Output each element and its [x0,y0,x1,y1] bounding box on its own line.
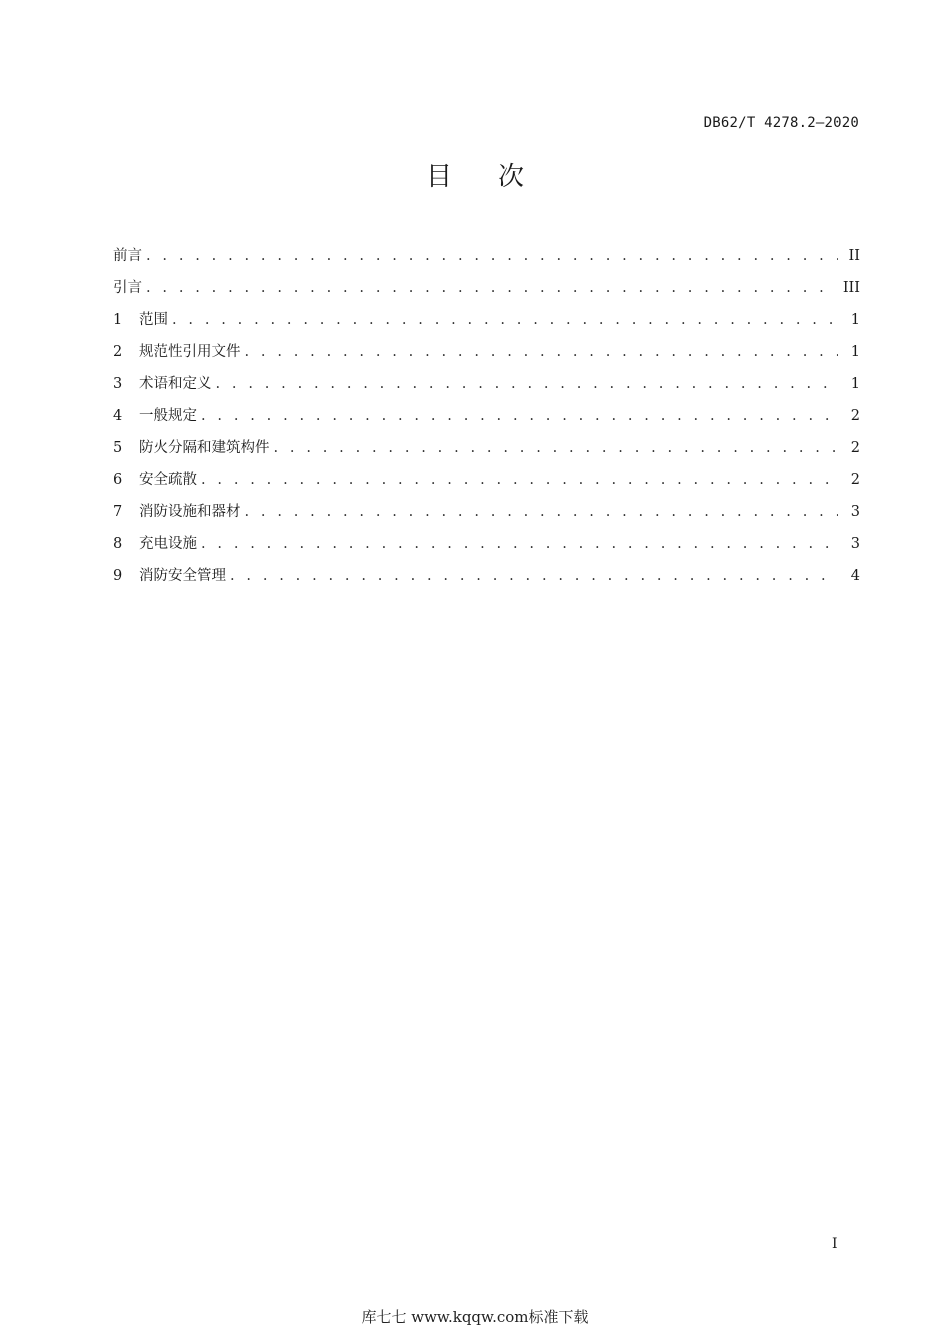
toc-title-char-2: 次 [498,162,525,192]
toc-entry-label: 消防设施和器材 [139,504,241,520]
toc-entry-foreword[interactable] [113,244,860,276]
toc-entry-introduction[interactable] [113,276,860,308]
toc-entry-number: 4 [113,408,123,424]
toc-entry-label: 消防安全管理 [139,568,226,584]
toc-entry-number: 5 [113,440,123,456]
toc-leader-dots [146,248,838,264]
toc-entry-number: 8 [113,536,123,552]
toc-leader-dots [201,408,838,424]
footer-watermark-text: 库七七 www.kqqw.com标准下载 [361,1308,589,1326]
toc-entry-page: 3 [850,504,860,520]
toc-entry-number: 9 [113,568,123,584]
toc-leader-dots [201,472,838,488]
toc-entry-4[interactable] [113,404,860,436]
toc-entry-number: 1 [113,312,123,328]
toc-leader-dots [172,312,838,328]
toc-entry-5[interactable] [113,436,860,468]
toc-title [0,156,950,193]
toc-leader-dots [274,440,839,456]
toc-entry-page: 3 [850,536,860,552]
toc-leader-dots [230,568,838,584]
toc-entry-page: 1 [850,344,860,360]
toc-entry-number: 2 [113,344,123,360]
toc-entry-page: 1 [850,376,860,392]
toc-entry-label: 一般规定 [139,408,197,424]
toc-entry-number: 6 [113,472,123,488]
standard-code: DB62/T 4278.2—2020 [703,115,859,131]
toc-entry-number: 7 [113,504,123,520]
toc-entry-label: 引言 [113,280,142,296]
toc-entry-label: 前言 [113,248,142,264]
toc-entry-page: 1 [850,312,860,328]
toc-entry-label: 安全疏散 [139,472,197,488]
toc-leader-dots [216,376,839,392]
toc-entry-page: 2 [850,440,860,456]
toc-leader-dots [245,504,839,520]
toc-entry-page: II [848,248,860,264]
table-of-contents [113,244,860,596]
toc-entry-1[interactable] [113,308,860,340]
toc-entry-3[interactable] [113,372,860,404]
toc-entry-page: III [842,280,860,296]
toc-entry-2[interactable] [113,340,860,372]
toc-entry-6[interactable] [113,468,860,500]
toc-entry-number: 3 [113,376,123,392]
toc-entry-label: 规范性引用文件 [139,344,241,360]
page-number: I [832,1236,838,1252]
toc-entry-page: 4 [850,568,860,584]
toc-leader-dots [201,536,838,552]
toc-entry-8[interactable] [113,532,860,564]
toc-entry-page: 2 [850,472,860,488]
toc-entry-label: 术语和定义 [139,376,212,392]
toc-leader-dots [245,344,839,360]
toc-entry-label: 防火分隔和建筑构件 [139,440,270,456]
toc-leader-dots [146,280,835,296]
toc-entry-9[interactable] [113,564,860,596]
toc-entry-page: 2 [850,408,860,424]
toc-entry-label: 范围 [139,312,168,328]
toc-title-char-1: 目 [425,162,452,192]
toc-entry-7[interactable] [113,500,860,532]
toc-entry-label: 充电设施 [139,536,197,552]
